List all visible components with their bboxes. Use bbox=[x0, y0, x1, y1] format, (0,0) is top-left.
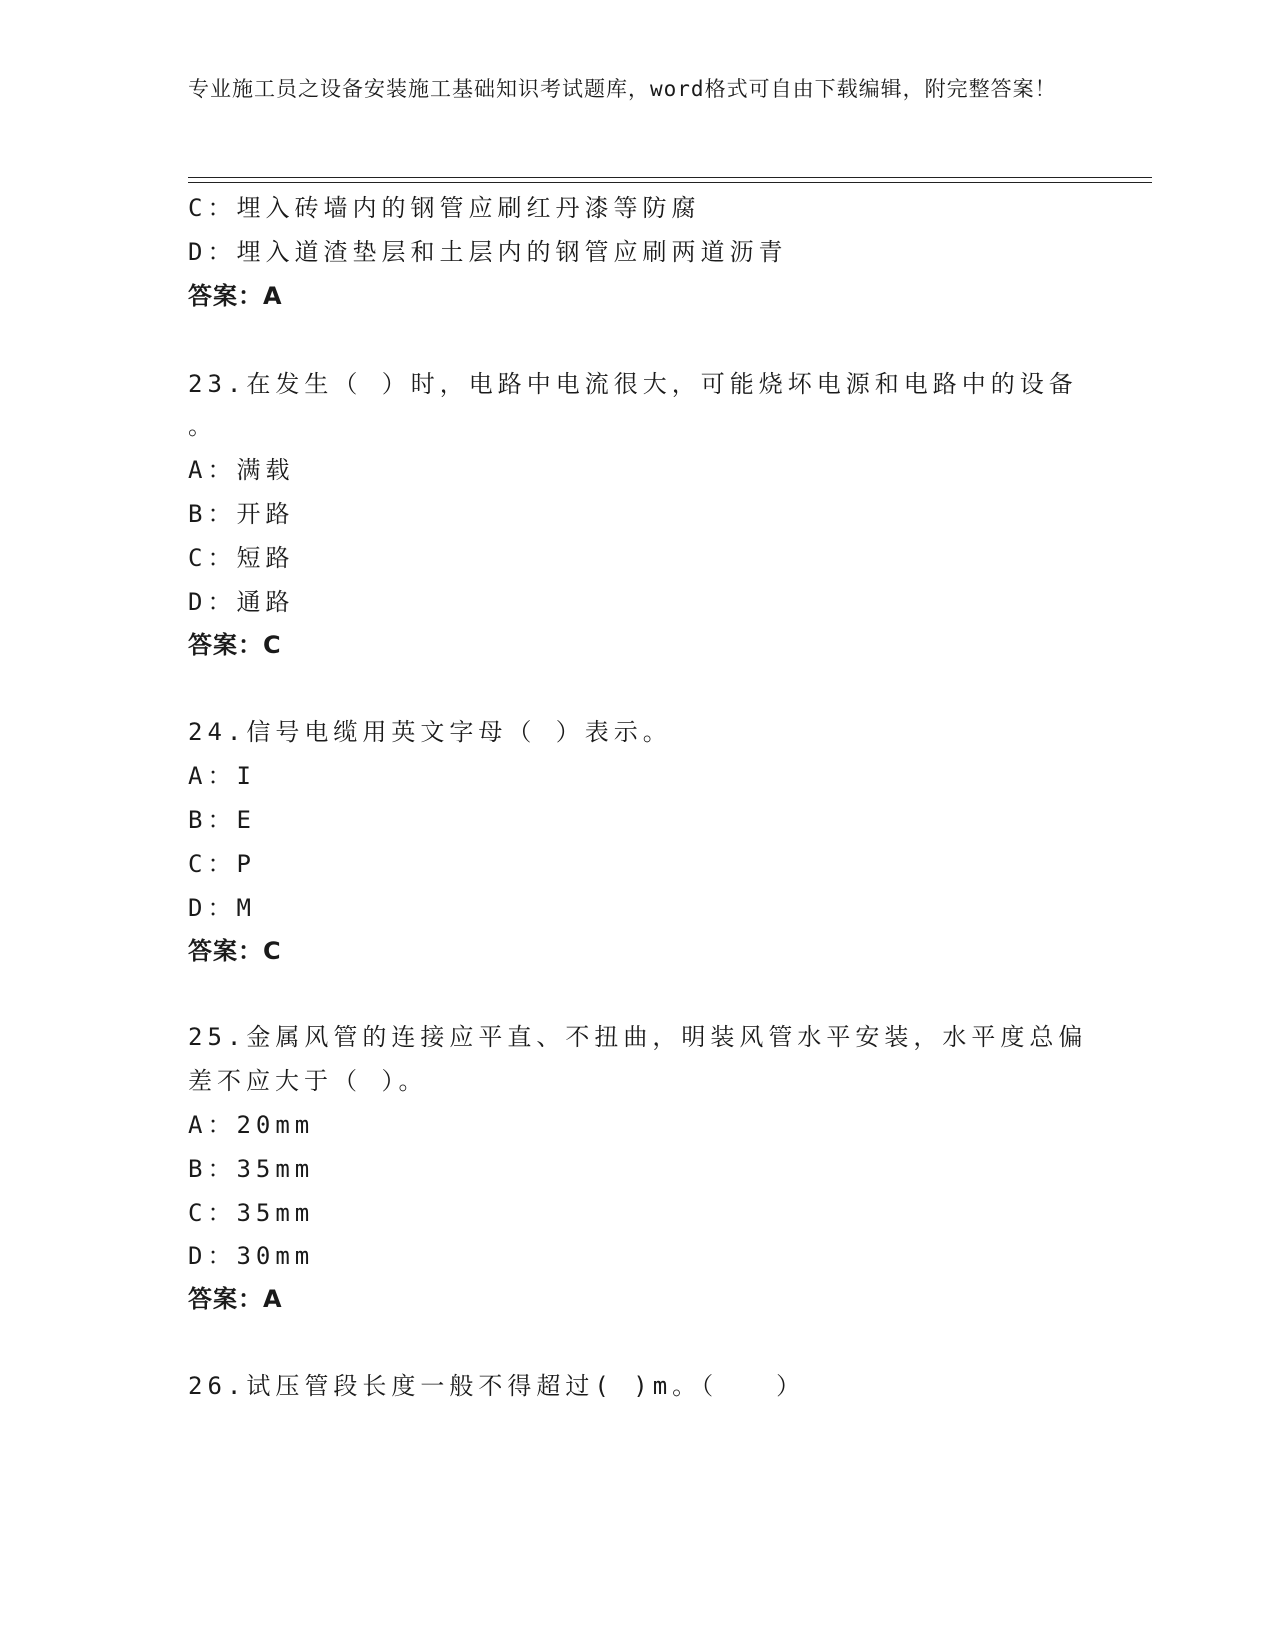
q23-option-c: C：短路 bbox=[188, 544, 295, 572]
q22-option-c: C：埋入砖墙内的钢管应刷红丹漆等防腐 bbox=[188, 194, 701, 222]
q23-question-line1: 23.在发生（ ）时，电路中电流很大，可能烧坏电源和电路中的设备 bbox=[188, 370, 1078, 398]
q25-question-line2: 差不应大于（ ）。 bbox=[188, 1067, 428, 1095]
q22-answer: 答案：A bbox=[188, 282, 283, 310]
q25-question-line1: 25.金属风管的连接应平直、不扭曲，明装风管水平安装，水平度总偏 bbox=[188, 1023, 1088, 1051]
q24-answer: 答案：C bbox=[188, 937, 282, 965]
q25-answer: 答案：A bbox=[188, 1285, 283, 1313]
q23-option-b: B：开路 bbox=[188, 500, 295, 528]
q24-question-line1: 24.信号电缆用英文字母（ ）表示。 bbox=[188, 718, 672, 746]
header-divider-bottom bbox=[188, 182, 1152, 183]
q26-question-line1: 26.试压管段长度一般不得超过( )m。（ ） bbox=[188, 1372, 806, 1400]
q24-option-b: B：E bbox=[188, 806, 256, 834]
document-header: 专业施工员之设备安装施工基础知识考试题库，word格式可自由下载编辑，附完整答案！ bbox=[188, 77, 1057, 101]
q24-option-c: C：P bbox=[188, 850, 256, 878]
q25-option-a: A：20mm bbox=[188, 1111, 315, 1139]
q25-option-b: B：35mm bbox=[188, 1155, 315, 1183]
q23-option-d: D：通路 bbox=[188, 588, 295, 616]
q22-option-d: D：埋入道渣垫层和土层内的钢管应刷两道沥青 bbox=[188, 238, 788, 266]
q25-option-c: C：35mm bbox=[188, 1199, 315, 1227]
q25-option-d: D：30mm bbox=[188, 1242, 315, 1270]
q23-option-a: A：满载 bbox=[188, 456, 295, 484]
q23-answer: 答案：C bbox=[188, 631, 282, 659]
q23-question-line2: 。 bbox=[188, 412, 217, 440]
q24-option-a: A：I bbox=[188, 762, 256, 790]
q24-option-d: D：M bbox=[188, 894, 256, 922]
header-divider-top bbox=[188, 177, 1152, 178]
